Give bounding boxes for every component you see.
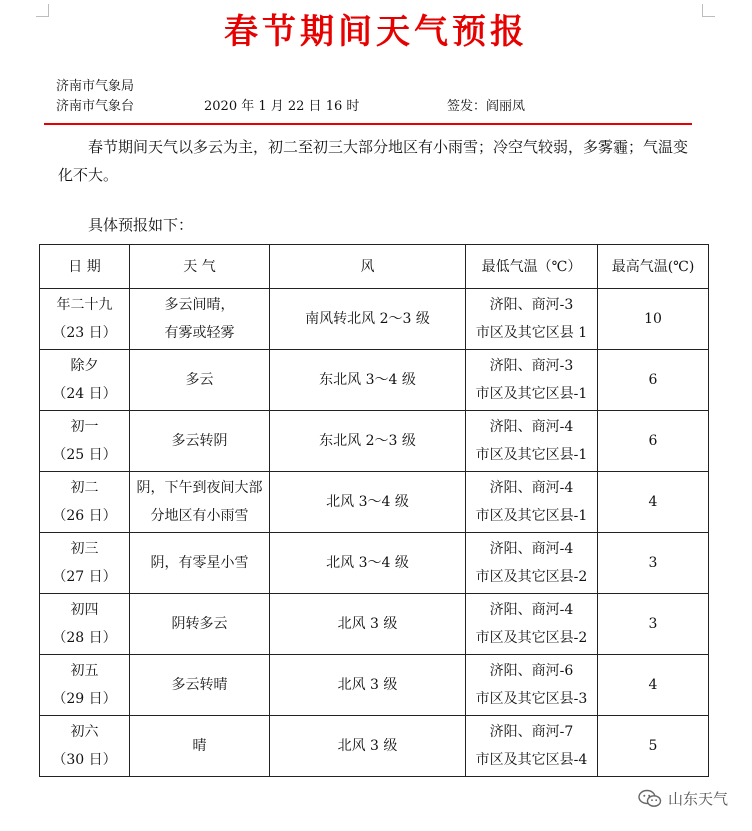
low-temp-cell — [466, 350, 598, 411]
weather-cell — [130, 594, 270, 655]
low-temp-cell-low1: 济阳、商河-4 — [489, 480, 574, 496]
low-temp-cell-low1: 济阳、商河-4 — [489, 419, 574, 435]
date-cell-date1: 年二十九 — [56, 297, 113, 313]
table-row — [40, 472, 709, 533]
high-temp-cell — [598, 716, 709, 777]
date-cell-date2: （25 日） — [52, 447, 117, 463]
low-temp-cell-low1: 济阳、商河-3 — [489, 297, 574, 313]
date-cell-date2: （26 日） — [52, 508, 117, 524]
low-temp-cell-low2: 市区及其它区县-3 — [475, 691, 588, 707]
date-cell-date2: （23 日） — [52, 325, 117, 341]
summary-paragraph: 春节期间天气以多云为主，初二至初三大部分地区有小雨雪；冷空气较弱，多雾霾；气温变化不大。 — [58, 138, 689, 184]
forecast-rows — [40, 289, 709, 777]
date-cell — [40, 716, 130, 777]
forecast-table — [39, 244, 709, 777]
high-temp-cell — [598, 289, 709, 350]
wind-cell — [270, 594, 466, 655]
table-row — [40, 716, 709, 777]
weather-cell — [130, 350, 270, 411]
date-cell-date2: （28 日） — [52, 630, 117, 646]
weather-cell — [130, 472, 270, 533]
high-temp-cell-high: 5 — [648, 738, 658, 754]
date-cell — [40, 289, 130, 350]
weather-cell-weather1: 多云转阴 — [171, 433, 228, 449]
wind-cell-wind: 北风 3 级 — [337, 677, 398, 693]
header-low-temp: 最低气温（℃） — [466, 245, 598, 289]
wind-cell — [270, 716, 466, 777]
date-cell-date2: （24 日） — [52, 386, 117, 402]
high-temp-cell-high: 6 — [648, 433, 658, 449]
high-temp-cell — [598, 472, 709, 533]
date-cell — [40, 594, 130, 655]
table-row — [40, 350, 709, 411]
date-cell-date2: （29 日） — [52, 691, 117, 707]
weather-cell-weather1: 多云转晴 — [171, 677, 228, 693]
high-temp-cell-high: 6 — [648, 372, 658, 388]
low-temp-cell-low2: 市区及其它区县 1 — [475, 325, 588, 341]
weather-cell-weather1: 多云 — [185, 372, 214, 388]
issuing-observatory: 济南市气象台 — [56, 99, 135, 114]
header-high-temp: 最高气温(℃) — [598, 245, 709, 289]
wind-cell — [270, 411, 466, 472]
table-header-row — [40, 245, 709, 289]
wind-cell — [270, 350, 466, 411]
weather-cell — [130, 289, 270, 350]
high-temp-cell — [598, 594, 709, 655]
date-cell-date2: （27 日） — [52, 569, 117, 585]
date-cell-date2: （30 日） — [52, 752, 117, 768]
wind-cell-wind: 北风 3 级 — [337, 616, 398, 632]
low-temp-cell-low1: 济阳、商河-3 — [489, 358, 574, 374]
low-temp-cell-low2: 市区及其它区县-2 — [475, 569, 588, 585]
date-cell-date1: 初三 — [70, 541, 99, 557]
wind-cell-wind: 东北风 2～3 级 — [319, 433, 416, 449]
low-temp-cell-low2: 市区及其它区县-2 — [475, 630, 588, 646]
weather-cell-weather1: 阴，有零星小雪 — [150, 555, 249, 571]
high-temp-cell-high: 3 — [648, 555, 658, 571]
date-cell-date1: 初一 — [70, 419, 99, 435]
wind-cell-wind: 北风 3～4 级 — [326, 555, 409, 571]
wechat-icon — [638, 789, 662, 809]
wind-cell-wind: 北风 3～4 级 — [326, 494, 409, 510]
low-temp-cell — [466, 289, 598, 350]
wind-cell — [270, 472, 466, 533]
intro-text: 具体预报如下： — [88, 216, 194, 234]
high-temp-cell — [598, 533, 709, 594]
low-temp-cell — [466, 594, 598, 655]
header-wind: 风 — [270, 245, 466, 289]
high-temp-cell — [598, 411, 709, 472]
low-temp-cell-low2: 市区及其它区县-1 — [475, 447, 588, 463]
low-temp-cell-low1: 济阳、商河-4 — [489, 602, 574, 618]
weather-cell — [130, 533, 270, 594]
date-cell-date1: 初六 — [70, 724, 99, 740]
low-temp-cell — [466, 533, 598, 594]
wind-cell-wind: 东北风 3～4 级 — [319, 372, 416, 388]
table-row — [40, 655, 709, 716]
document-title: 春节期间天气预报 — [224, 12, 528, 52]
high-temp-cell — [598, 655, 709, 716]
date-cell — [40, 533, 130, 594]
weather-cell — [130, 655, 270, 716]
wind-cell — [270, 533, 466, 594]
low-temp-cell-low1: 济阳、商河-6 — [489, 663, 574, 679]
low-temp-cell — [466, 716, 598, 777]
low-temp-cell-low2: 市区及其它区县-4 — [475, 752, 588, 768]
weather-cell-weather1: 阴转多云 — [171, 616, 228, 632]
high-temp-cell — [598, 350, 709, 411]
date-cell-date1: 初五 — [70, 663, 99, 679]
weather-cell-weather1: 阴，下午到夜间大部 — [136, 480, 263, 496]
header-date: 日 期 — [40, 245, 130, 289]
wind-cell — [270, 289, 466, 350]
header-weather: 天 气 — [130, 245, 270, 289]
weather-cell-weather2: 分地区有小雨雪 — [150, 508, 249, 524]
weather-cell-weather1: 多云间晴， — [164, 297, 235, 313]
low-temp-cell-low1: 济阳、商河-4 — [489, 541, 574, 557]
signer: 签发：阎丽凤 — [447, 99, 526, 114]
header-divider — [44, 123, 692, 125]
date-cell — [40, 655, 130, 716]
low-temp-cell — [466, 655, 598, 716]
high-temp-cell-high: 10 — [644, 311, 662, 327]
wind-cell — [270, 655, 466, 716]
high-temp-cell-high: 4 — [648, 677, 658, 693]
wind-cell-wind: 北风 3 级 — [337, 738, 398, 754]
low-temp-cell-low2: 市区及其它区县-1 — [475, 508, 588, 524]
table-row — [40, 411, 709, 472]
weather-cell — [130, 411, 270, 472]
weather-cell — [130, 716, 270, 777]
low-temp-cell-low2: 市区及其它区县-1 — [475, 386, 588, 402]
weather-cell-weather1: 晴 — [192, 738, 207, 754]
high-temp-cell-high: 4 — [648, 494, 658, 510]
table-row — [40, 289, 709, 350]
date-cell — [40, 411, 130, 472]
date-cell-date1: 除夕 — [70, 358, 99, 374]
high-temp-cell-high: 3 — [648, 616, 658, 632]
weather-cell-weather2: 有雾或轻雾 — [164, 325, 235, 341]
table-row — [40, 533, 709, 594]
table-row — [40, 594, 709, 655]
watermark-text: 山东天气 — [667, 790, 728, 808]
issue-datetime: 2020 年 1 月 22 日 16 时 — [204, 99, 360, 114]
date-cell — [40, 350, 130, 411]
date-cell — [40, 472, 130, 533]
issuing-org: 济南市气象局 — [56, 79, 135, 94]
date-cell-date1: 初四 — [70, 602, 99, 618]
wind-cell-wind: 南风转北风 2～3 级 — [305, 311, 430, 327]
account-watermark — [638, 788, 728, 809]
low-temp-cell-low1: 济阳、商河-7 — [489, 724, 574, 740]
date-cell-date1: 初二 — [70, 480, 99, 496]
low-temp-cell — [466, 411, 598, 472]
low-temp-cell — [466, 472, 598, 533]
